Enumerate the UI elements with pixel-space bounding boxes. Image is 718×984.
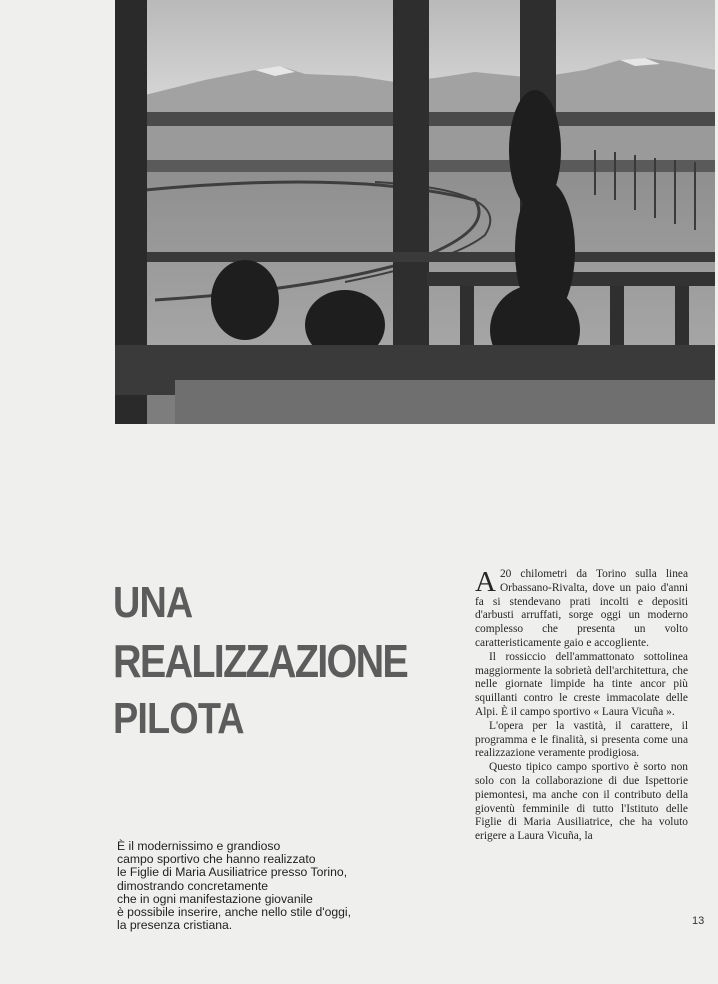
article-body xyxy=(475,568,688,844)
page-number: 13 xyxy=(692,915,705,927)
lead-line: dimostrando concretamente xyxy=(117,878,269,893)
article-paragraph-1 xyxy=(475,568,688,651)
photo-illustration xyxy=(115,0,715,424)
drop-cap: A xyxy=(475,566,496,598)
lead-line: la presenza cristiana. xyxy=(117,918,233,933)
article-paragraph-3: L'opera per la vastità, il carattere, il programma e le finalità, si presenta come una realizzazione veramente prodigiosa. xyxy=(475,719,688,760)
article-headline xyxy=(113,574,408,748)
lead-paragraph xyxy=(117,840,397,932)
lead-line: campo sportivo che hanno realizzato xyxy=(117,852,316,867)
headline-line-3: PILOTA xyxy=(113,694,244,743)
article-paragraph-4: Questo tipico campo sportivo è sorto non solo con la collaborazione di due Ispettorie piemontesi, ma anche con il contributo della gioventù femminile di tutto l'Istituto delle Figlie di Maria Ausiliatrice, che ha voluto erigere a Laura Vicuña, la xyxy=(475,761,688,843)
lead-line: È il modernissimo e grandioso xyxy=(117,839,281,853)
lead-line: che in ogni manifestazione giovanile xyxy=(117,891,313,906)
article-paragraph-1-text: 20 chilometri da Torino sulla linea Orbassano-Rivalta, dove un paio d'anni fa si stendevano prati incolti e depositi d'arbusti arruffati, sorge oggi un moderno complesso che presenta un volto caratteristicamente gaio e accogliente. xyxy=(475,568,688,649)
lead-line: le Figlie di Maria Ausiliatrice presso Torino, xyxy=(117,865,348,880)
article-paragraph-2: Il rossiccio dell'ammattonato sottolinea maggiormente la sobrietà dell'architettura, che nelle giornate limpide ha tinte ancor più squillanti contro le creste immacolate delle Alpi. È il campo sportivo « Laura Vicuña ». xyxy=(475,650,688,718)
headline-line-2: REALIZZAZIONE xyxy=(113,635,408,687)
headline-line-1: UNA xyxy=(113,578,193,627)
lead-line: è possibile inserire, anche nello stile d'oggi, xyxy=(117,905,352,920)
photo-sports-field-through-window xyxy=(115,0,715,424)
